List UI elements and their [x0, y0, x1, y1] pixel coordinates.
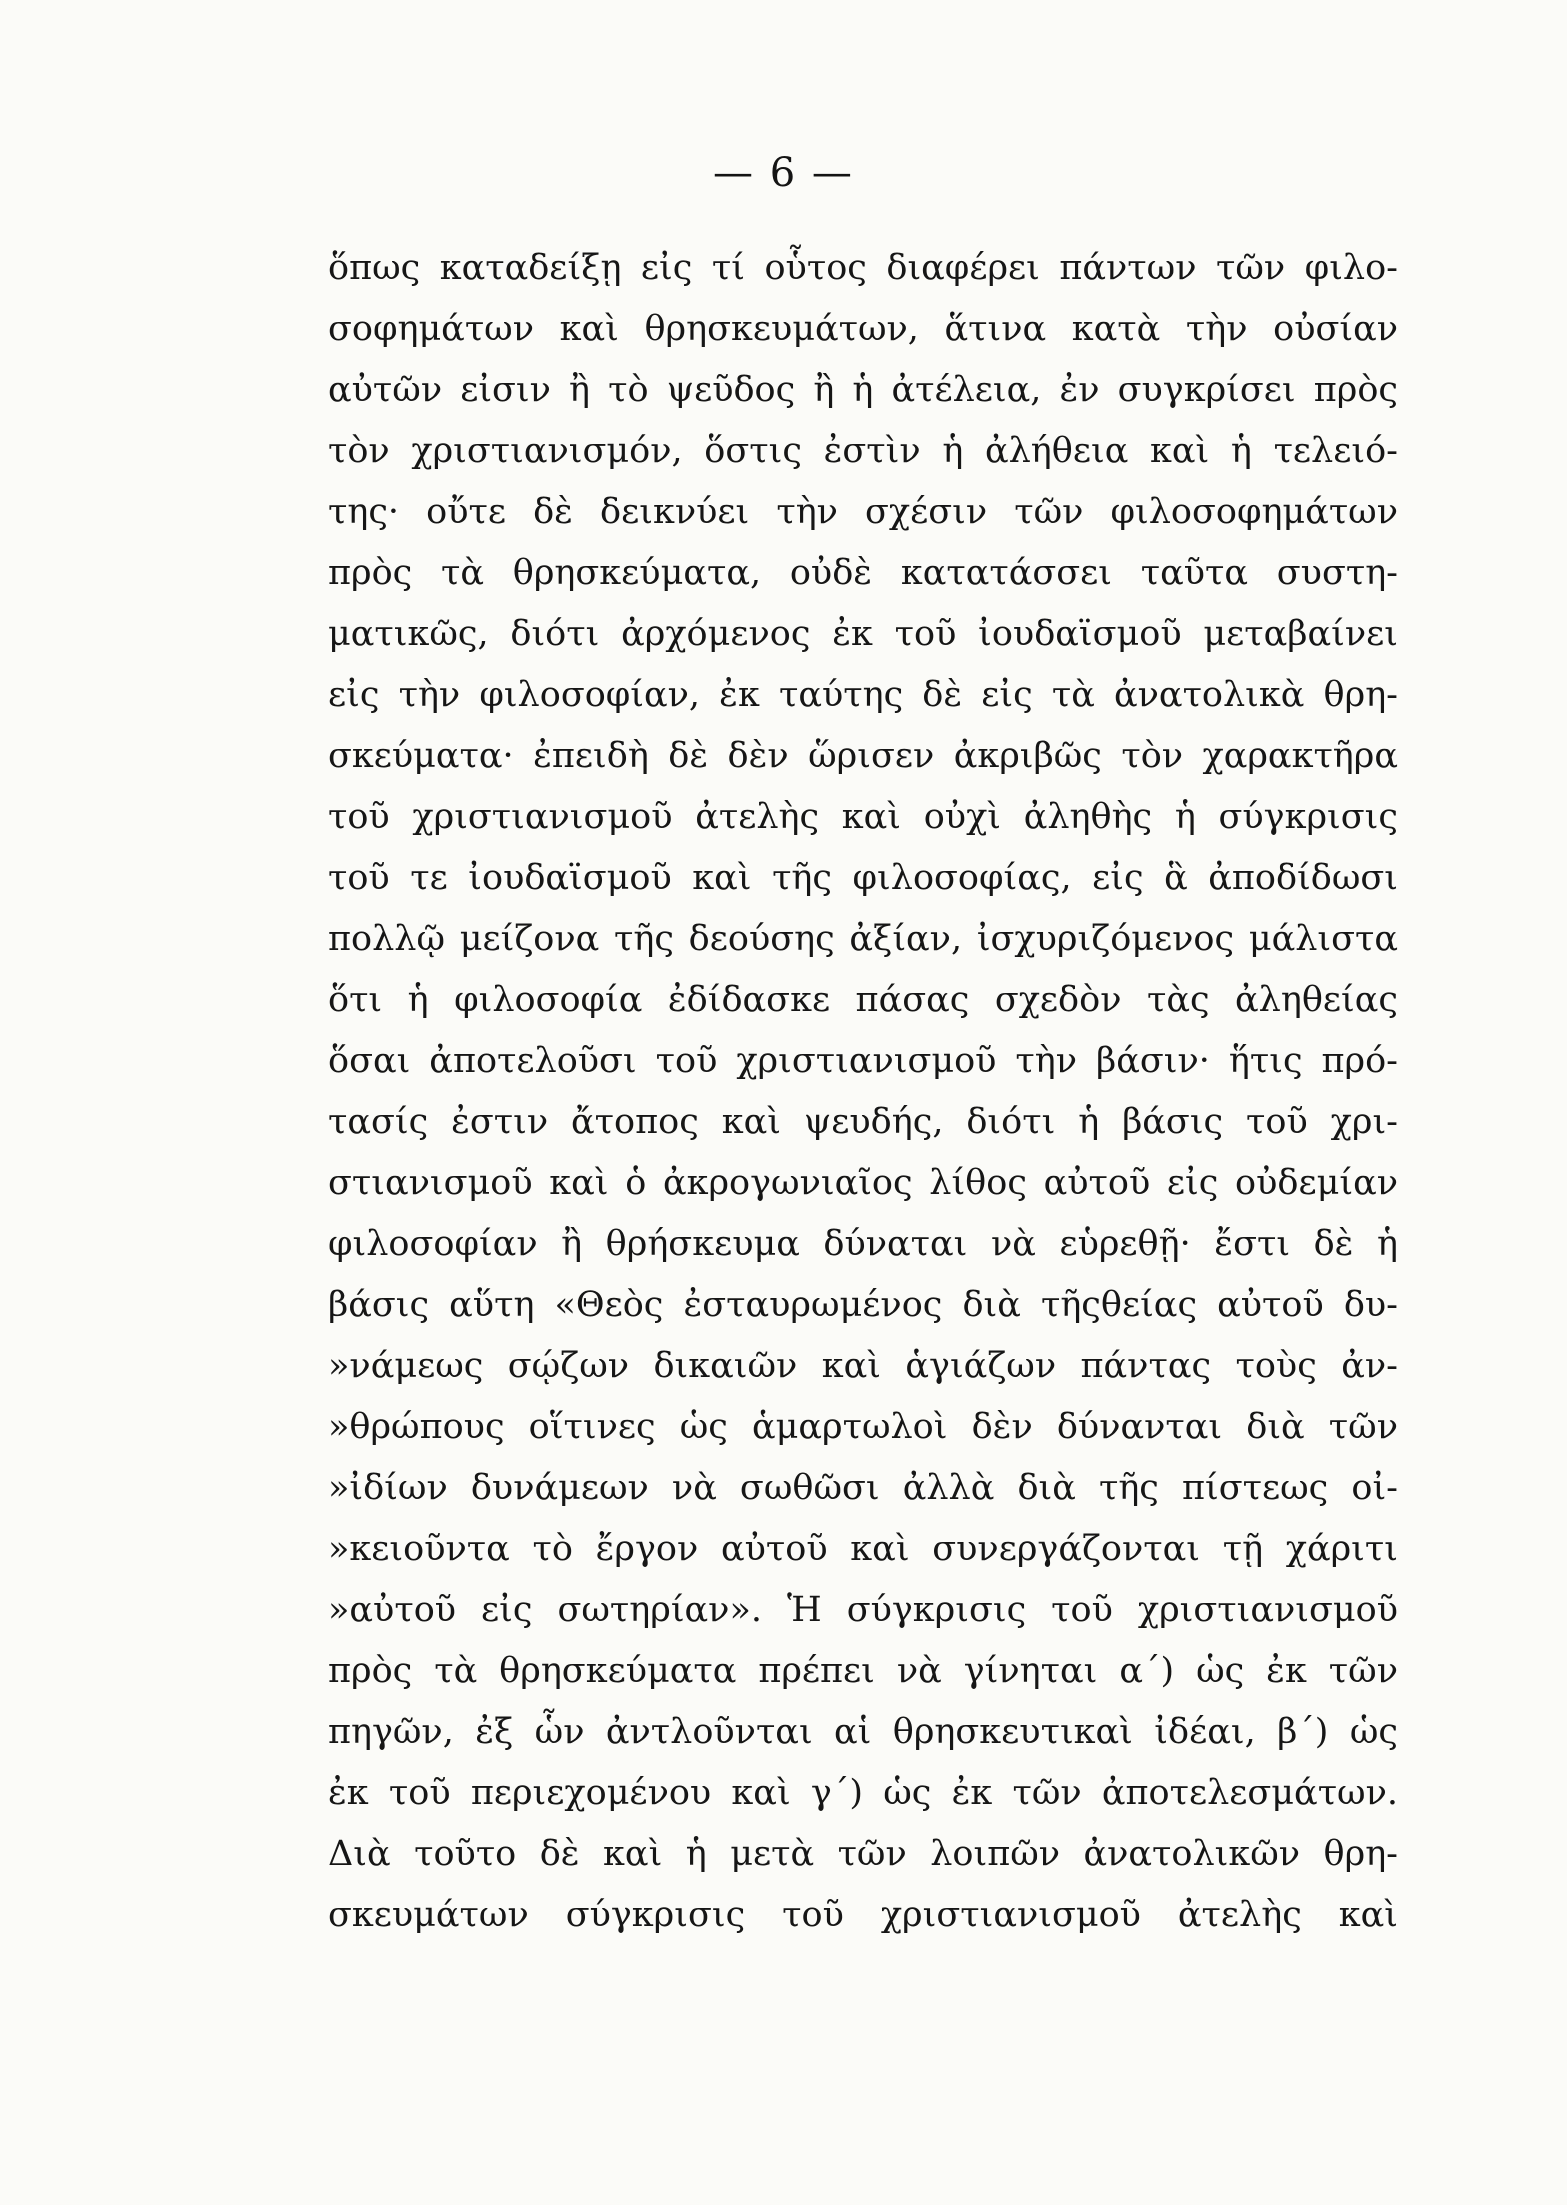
text-line: ὅπως καταδείξῃ εἰς τί οὗτος διαφέρει πάντων τῶν φιλο-	[328, 248, 1398, 288]
text-line: σκευμάτων σύγκρισις τοῦ χριστιανισμοῦ ἀτελὴς καὶ	[328, 1895, 1398, 1935]
text-line: ὅσαι ἀποτελοῦσι τοῦ χριστιανισμοῦ τὴν βάσιν· ἥτις πρό-	[328, 1041, 1398, 1081]
text-line: »κειοῦντα τὸ ἔργον αὐτοῦ καὶ συνεργάζονται τῇ χάριτι	[328, 1529, 1398, 1569]
text-line: πρὸς τὰ θρησκεύματα, οὐδὲ κατατάσσει ταῦτα συστη-	[328, 553, 1398, 593]
page-number: — 6 —	[713, 150, 854, 196]
text-line: εἰς τὴν φιλοσοφίαν, ἐκ ταύτης δὲ εἰς τὰ ἀνατολικὰ θρη-	[328, 675, 1398, 715]
text-line: τὸν χριστιανισμόν, ὅστις ἐστὶν ἡ ἀλήθεια καὶ ἡ τελειό-	[328, 431, 1398, 471]
text-line: φιλοσοφίαν ἢ θρήσκευμα δύναται νὰ εὑρεθῇ· ἔστι δὲ ἡ	[328, 1224, 1398, 1264]
text-line: σκεύματα· ἐπειδὴ δὲ δὲν ὥρισεν ἀκριβῶς τὸν χαρακτῆρα	[328, 736, 1398, 776]
text-line: τοῦ τε ἰουδαϊσμοῦ καὶ τῆς φιλοσοφίας, εἰς ἃ ἀποδίδωσι	[328, 858, 1398, 898]
text-line: σοφημάτων καὶ θρησκευμάτων, ἅτινα κατὰ τὴν οὐσίαν	[328, 309, 1398, 349]
text-line: πηγῶν, ἐξ ὧν ἀντλοῦνται αἱ θρησκευτικαὶ ἰδέαι, β΄) ὡς	[328, 1712, 1398, 1752]
text-line: στιανισμοῦ καὶ ὁ ἀκρογωνιαῖος λίθος αὐτοῦ εἰς οὐδεμίαν	[328, 1163, 1398, 1203]
text-line: »νάμεως σῴζων δικαιῶν καὶ ἁγιάζων πάντας τοὺς ἀν-	[328, 1346, 1398, 1386]
body-text	[328, 238, 1398, 1946]
text-line: »ἰδίων δυνάμεων νὰ σωθῶσι ἀλλὰ διὰ τῆς πίστεως οἰ-	[328, 1468, 1398, 1508]
text-line: τοῦ χριστιανισμοῦ ἀτελὴς καὶ οὐχὶ ἀληθὴς ἡ σύγκρισις	[328, 797, 1398, 837]
text-line: της· οὔτε δὲ δεικνύει τὴν σχέσιν τῶν φιλοσοφημάτων	[328, 492, 1398, 532]
text-line: ἐκ τοῦ περιεχομένου καὶ γ΄) ὡς ἐκ τῶν ἀποτελεσμάτων.	[328, 1773, 1398, 1813]
text-line: πρὸς τὰ θρησκεύματα πρέπει νὰ γίνηται α΄) ὡς ἐκ τῶν	[328, 1651, 1398, 1691]
text-line: πολλῷ μείζονα τῆς δεούσης ἀξίαν, ἰσχυριζόμενος μάλιστα	[328, 919, 1398, 959]
text-line: τασίς ἐστιν ἄτοπος καὶ ψευδής, διότι ἡ βάσις τοῦ χρι-	[328, 1102, 1398, 1142]
text-line: βάσις αὕτη «Θεὸς ἐσταυρωμένος διὰ τῆςθείας αὐτοῦ δυ-	[328, 1285, 1398, 1325]
text-line: ματικῶς, διότι ἀρχόμενος ἐκ τοῦ ἰουδαϊσμοῦ μεταβαίνει	[328, 614, 1398, 654]
text-line: »αὐτοῦ εἰς σωτηρίαν». Ἡ σύγκρισις τοῦ χριστιανισμοῦ	[328, 1590, 1398, 1630]
text-line: αὐτῶν εἰσιν ἢ τὸ ψεῦδος ἢ ἡ ἀτέλεια, ἐν συγκρίσει πρὸς	[328, 370, 1398, 410]
text-line: »θρώπους οἵτινες ὡς ἁμαρτωλοὶ δὲν δύνανται διὰ τῶν	[328, 1407, 1398, 1447]
text-line: ὅτι ἡ φιλοσοφία ἐδίδασκε πάσας σχεδὸν τὰς ἀληθείας	[328, 980, 1398, 1020]
text-line: Διὰ τοῦτο δὲ καὶ ἡ μετὰ τῶν λοιπῶν ἀνατολικῶν θρη-	[328, 1834, 1398, 1874]
